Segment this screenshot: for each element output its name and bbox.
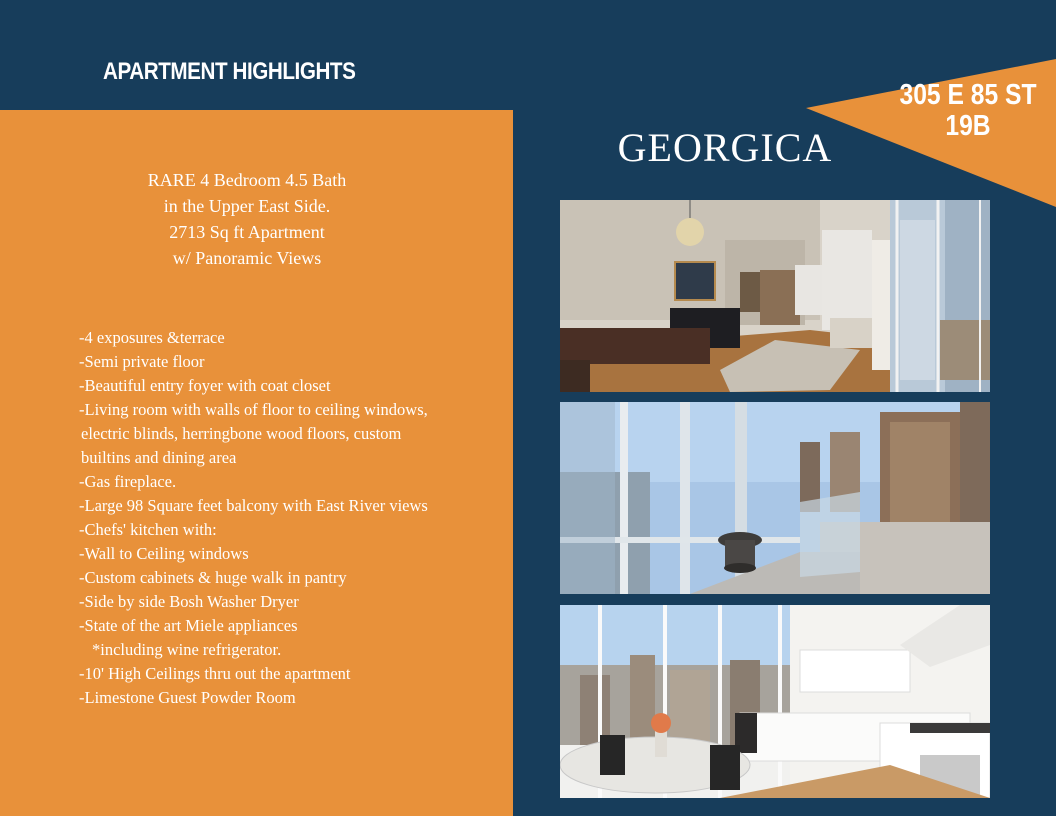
feature-item: -10' High Ceilings thru out the apartment — [79, 664, 351, 683]
balcony-photo — [560, 402, 990, 594]
intro-line: w/ Panoramic Views — [172, 248, 322, 268]
living-room-photo — [560, 200, 990, 392]
intro-line: RARE 4 Bedroom 4.5 Bath — [147, 170, 347, 190]
intro-text — [100, 167, 394, 271]
feature-item: -Semi private floor — [79, 352, 205, 371]
feature-item: -Wall to Ceiling windows — [79, 544, 249, 563]
feature-item: -Gas fireplace. — [79, 472, 177, 491]
feature-item: -Living room with walls of floor to ceiling windows, — [79, 400, 428, 419]
feature-item: electric blinds, herringbone wood floors, custom — [81, 424, 402, 443]
features-list — [79, 326, 499, 710]
feature-item: -Large 98 Square feet balcony with East River views — [79, 496, 428, 515]
feature-item: -Side by side Bosh Washer Dryer — [79, 592, 299, 611]
feature-item: builtins and dining area — [81, 448, 237, 467]
feature-item: -Limestone Guest Powder Room — [79, 688, 296, 707]
feature-item: *including wine refrigerator. — [92, 640, 282, 659]
feature-item: -4 exposures &terrace — [79, 328, 225, 347]
address-label — [893, 80, 1043, 142]
address-street: 305 E 85 ST — [899, 79, 1037, 111]
page-title: APARTMENT HIGHLIGHTS — [103, 58, 356, 85]
feature-item: -Custom cabinets & huge walk in pantry — [79, 568, 347, 587]
intro-line: 2713 Sq ft Apartment — [169, 222, 325, 242]
kitchen-photo — [560, 605, 990, 798]
intro-line: in the Upper East Side. — [163, 196, 331, 216]
address-unit: 19B — [945, 110, 991, 142]
feature-item: -Chefs' kitchen with: — [79, 520, 217, 539]
feature-item: -State of the art Miele appliances — [79, 616, 298, 635]
feature-item: -Beautiful entry foyer with coat closet — [79, 376, 331, 395]
building-name: GEORGICA — [617, 125, 833, 170]
